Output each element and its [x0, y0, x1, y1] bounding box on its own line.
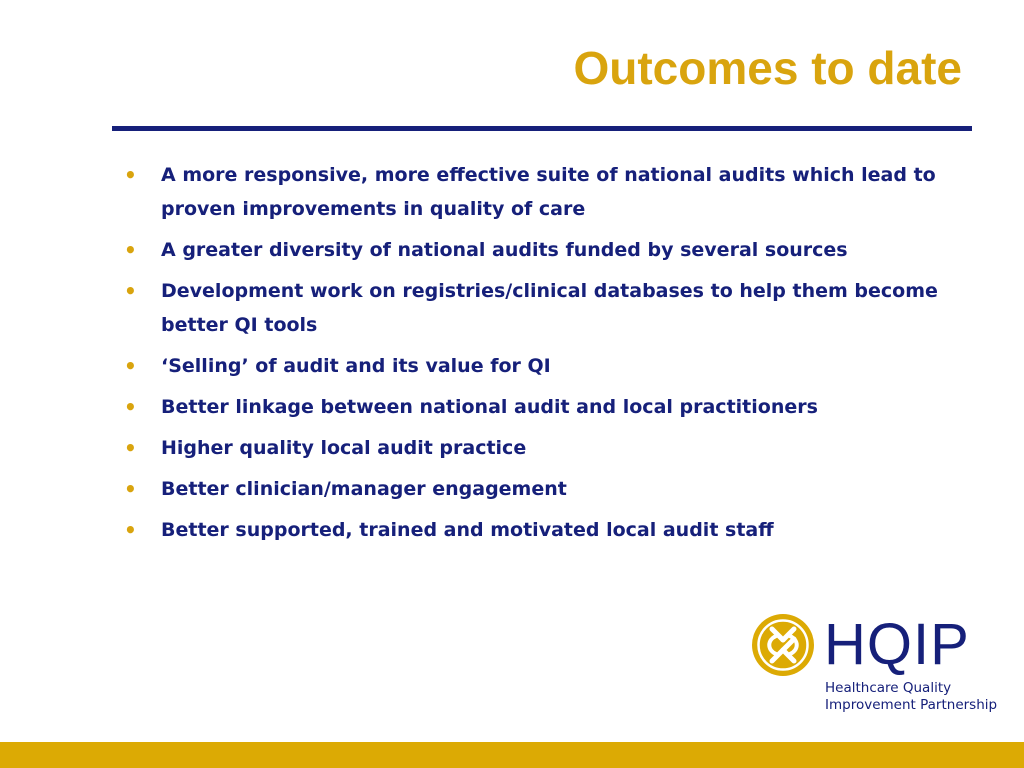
bullet-text: Better supported, trained and motivated local audit staff	[161, 519, 774, 541]
bullet-text: Higher quality local audit practice	[161, 437, 527, 459]
bullet-marker-icon: •	[124, 163, 137, 187]
bullet-text: ‘Selling’ of audit and its value for QI	[161, 355, 551, 377]
bullet-text: Better linkage between national audit and local practitioners	[161, 396, 818, 418]
bullet-item	[124, 233, 944, 267]
bullet-marker-icon: •	[124, 436, 137, 460]
bullet-item	[124, 390, 944, 424]
logo-tagline-line1: Healthcare Quality	[825, 680, 952, 696]
logo-tagline	[825, 680, 997, 714]
bullet-text: Development work on registries/clinical databases to help them become better QI tools	[161, 280, 938, 336]
bullet-marker-icon: •	[124, 477, 137, 501]
bullet-marker-icon: •	[124, 279, 137, 303]
title-divider	[112, 126, 972, 131]
bullet-text: A greater diversity of national audits funded by several sources	[161, 239, 848, 261]
bullet-marker-icon: •	[124, 238, 137, 262]
logo-tagline-line2: Improvement Partnership	[825, 697, 998, 713]
bullet-item	[124, 513, 944, 547]
bullet-item	[124, 274, 944, 342]
bullet-item	[124, 472, 944, 506]
bullet-text: Better clinician/manager engagement	[161, 478, 567, 500]
bullet-marker-icon: •	[124, 395, 137, 419]
bullet-list	[124, 158, 944, 554]
bullet-marker-icon: •	[124, 518, 137, 542]
slide-title: Outcomes to date	[573, 42, 962, 94]
bullet-item	[124, 158, 944, 226]
hqip-logo	[750, 608, 1000, 718]
chain-link-icon	[750, 612, 816, 678]
logo-wordmark: HQIP	[824, 612, 970, 677]
bullet-marker-icon: •	[124, 354, 137, 378]
bullet-text: A more responsive, more effective suite of national audits which lead to proven improvements in quality of care	[161, 164, 936, 220]
footer-bar	[0, 742, 1024, 768]
bullet-item	[124, 431, 944, 465]
bullet-item	[124, 349, 944, 383]
